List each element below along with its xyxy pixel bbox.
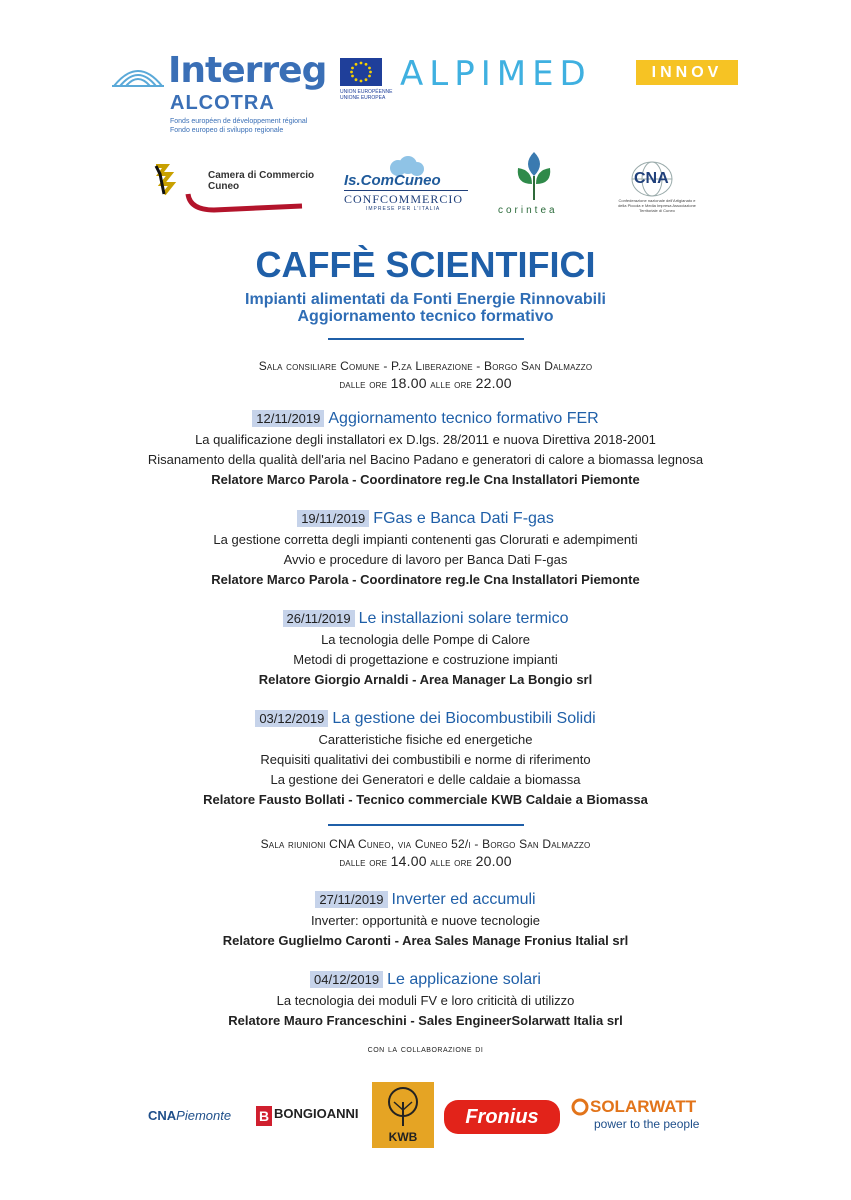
event-date: 12/11/2019 [252, 410, 324, 427]
event-block [0, 410, 851, 490]
event-line: Inverter: opportunità e nuove tecnologie [310, 913, 541, 928]
eu-text-it: UNIONE EUROPEA [340, 95, 386, 101]
event-heading [0, 610, 851, 628]
venue-info-2 [0, 836, 851, 871]
eu-text [340, 89, 393, 101]
event-speaker: Relatore Fausto Bollati - Tecnico commerciale KWB Caldaie a Biomassa [203, 792, 648, 807]
event-heading [0, 710, 851, 728]
event-speaker: Relatore Marco Parola - Coordinatore reg.le Cna Installatori Piemonte [211, 572, 640, 587]
event-heading [0, 410, 851, 428]
cna-piemonte-logo [148, 1108, 231, 1123]
camera-line2: Cuneo [208, 181, 240, 192]
venue2-hours-end: 20.00 [475, 853, 512, 869]
eu-flag-icon [340, 58, 382, 86]
event-date: 19/11/2019 [297, 510, 369, 527]
event-line: Caratteristiche fisiche ed energetiche [318, 732, 533, 747]
event-title: Inverter ed accumuli [391, 891, 536, 908]
cna-logo-text: CNA [634, 170, 669, 187]
event-block [0, 971, 851, 1031]
event-heading [0, 510, 851, 528]
event-date: 26/11/2019 [283, 610, 355, 627]
venue2-hours-a: dalle ore [339, 855, 391, 869]
event-block [0, 891, 851, 951]
event-speaker: Relatore Guglielmo Caronti - Area Sales Manage Fronius Italial srl [222, 933, 629, 948]
iscom-logo-text: Is.ComCuneo [344, 172, 441, 189]
alpimed-logo: ALPIMED [400, 54, 592, 94]
event-line: La qualificazione degli installatori ex D.lgs. 28/2011 e nuova Direttiva 2018-2001 [195, 432, 656, 447]
camera-commercio-emblem-icon [152, 162, 182, 196]
fonds-text [170, 117, 307, 135]
corintea-leaf-icon [506, 150, 562, 202]
kwb-tree-icon [372, 1082, 434, 1132]
event-heading [0, 971, 851, 989]
event-speaker: Relatore Giorgio Arnaldi - Area Manager La Bongio srl [258, 672, 593, 687]
event-line: La gestione dei Generatori e delle caldaie a biomassa [270, 772, 581, 787]
divider [328, 824, 524, 826]
event-line: Metodi di progettazione e costruzione impianti [293, 652, 558, 667]
corintea-text: corintea [498, 205, 558, 216]
camera-commercio-swoosh-icon [184, 192, 304, 214]
event-block [0, 610, 851, 690]
venue-info-1 [0, 358, 851, 393]
confcommercio-rule [344, 190, 468, 191]
event-line: La tecnologia delle Pompe di Calore [321, 632, 530, 647]
venue2-hours-start: 14.00 [390, 853, 427, 869]
event-date: 03/12/2019 [255, 710, 328, 727]
event-title: La gestione dei Biocombustibili Solidi [332, 710, 596, 727]
event-title: FGas e Banca Dati F-gas [373, 510, 554, 527]
cna-piemonte-a: CNA [148, 1108, 177, 1123]
event-date: 04/12/2019 [310, 971, 383, 988]
event-date: 27/11/2019 [315, 891, 387, 908]
svg-text:B: B [259, 1108, 270, 1124]
event-line: Requisiti qualitativi dei combustibili e norme di riferimento [260, 752, 591, 767]
event-line: La gestione corretta degli impianti contenenti gas Clorurati e adempimenti [213, 532, 638, 547]
event-block [0, 510, 851, 590]
subtitle-line1: Impianti alimentati da Fonti Energie Rinnovabili [245, 291, 606, 308]
venue2-hours-c: alle ore [426, 855, 476, 869]
interreg-mountain-icon [112, 62, 164, 88]
kwb-logo-text: KWB [388, 1130, 418, 1144]
venue1-hours-c: alle ore [426, 377, 476, 391]
event-heading [0, 891, 851, 909]
event-speaker: Relatore Marco Parola - Coordinatore reg.le Cna Installatori Piemonte [211, 472, 640, 487]
event-line: La tecnologia dei moduli FV e loro criticità di utilizzo [276, 993, 575, 1008]
imprese-text: IMPRESE PER L'ITALIA [366, 206, 441, 212]
event-line: Risanamento della qualità dell'aria nel Bacino Padano e generatori di calore a biomassa legnosa [147, 452, 704, 467]
bongioanni-logo: BONGIOANNI [274, 1106, 359, 1121]
fonds-fr: Fonds européen de développement régional [170, 118, 308, 125]
camera-commercio-text [208, 170, 314, 192]
page-subtitle [0, 291, 851, 325]
venue1-hours-start: 18.00 [390, 375, 427, 391]
solarwatt-sun-icon [570, 1097, 590, 1117]
collaboration-label: con la collaborazione di [367, 1044, 484, 1055]
venue2-hours [0, 853, 851, 871]
event-title: Le installazioni solare termico [358, 610, 569, 627]
alcotra-logo-text: ALCOTRA [170, 92, 275, 114]
solarwatt-tagline: power to the people [594, 1117, 700, 1131]
solarwatt-logo: SOLARWATT [590, 1097, 697, 1116]
camera-line1: Camera di Commercio [208, 170, 315, 181]
fonds-it: Fondo europeo di sviluppo regionale [170, 127, 284, 134]
event-title: Aggiornamento tecnico formativo FER [328, 410, 599, 427]
innov-logo: INNOV [636, 60, 738, 85]
divider [328, 338, 524, 340]
interreg-logo-text: Interreg [168, 50, 327, 91]
venue2-address: Sala riunioni CNA Cuneo, via Cuneo 52/i - Borgo San Dalmazzo [260, 837, 591, 851]
fronius-logo: Fronius [444, 1100, 560, 1134]
event-title: Le applicazione solari [387, 971, 541, 988]
subtitle-line2: Aggiornamento tecnico formativo [297, 308, 554, 325]
bongioanni-b-icon [256, 1106, 272, 1126]
event-block [0, 710, 851, 810]
venue1-hours-end: 22.00 [475, 375, 512, 391]
event-line: Avvio e procedure di lavoro per Banca Dati F-gas [283, 552, 568, 567]
cna-subtitle: Confederazione nazionale dell'Artigianato e della Piccola e Media Impresa Associazione Territoriale di Cuneo [618, 198, 696, 213]
venue1-hours [0, 375, 851, 393]
eu-text-fr: UNION EUROPÉENNE [340, 89, 393, 95]
venue1-hours-a: dalle ore [339, 377, 391, 391]
venue1-address: Sala consiliare Comune - P.za Liberazione - Borgo San Dalmazzo [258, 359, 593, 373]
cna-piemonte-b: Piemonte [176, 1108, 232, 1123]
page-title: CAFFÈ SCIENTIFICI [255, 244, 596, 285]
event-speaker: Relatore Mauro Franceschini - Sales EngineerSolarwatt Italia srl [228, 1013, 623, 1028]
confcommercio-text: CONFCOMMERCIO [344, 192, 464, 206]
